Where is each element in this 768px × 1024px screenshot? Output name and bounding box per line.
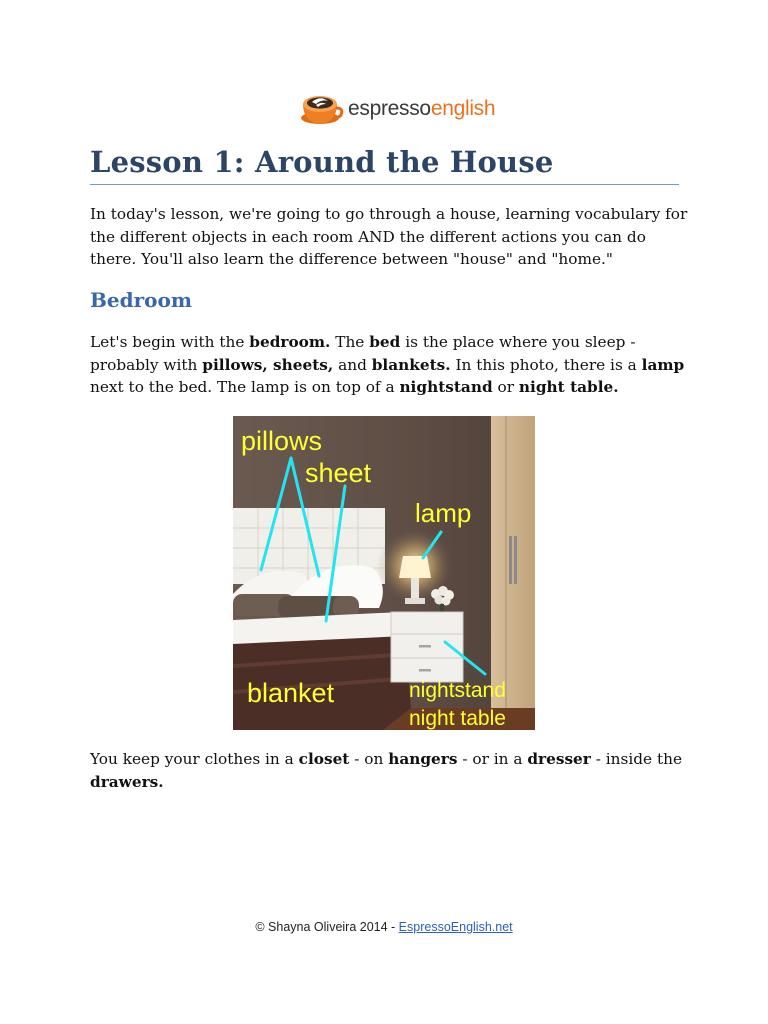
text-run: In today's lesson, we're going to go through a house, learning vocabulary for the different objects in each room AND the different actions you can do there. You'll also learn the difference between "house" and "home.": [90, 205, 688, 268]
page-footer: [0, 920, 768, 934]
title-divider: [90, 184, 679, 185]
bedroom-paragraph: [90, 331, 690, 399]
lamp-shade: [399, 556, 431, 578]
text-run: In this photo, there is a: [450, 355, 642, 374]
text-run: - on: [349, 750, 389, 768]
logo-wordmark: [348, 98, 495, 119]
bedroom-photo: [233, 416, 535, 730]
vocabulary-term: bed: [369, 333, 401, 351]
text-run: next to the bed. The lamp is on top of a: [90, 378, 400, 396]
espresso-english-logo: [298, 88, 496, 128]
label-sheet: sheet: [305, 458, 372, 488]
vocabulary-term: dresser: [527, 750, 591, 768]
label-blanket: blanket: [247, 678, 335, 708]
closet-paragraph: [90, 748, 690, 793]
logo-word-english: english: [430, 96, 496, 120]
text-run: Let's begin with the: [90, 333, 250, 351]
label-night-table: night table: [409, 707, 506, 730]
vocabulary-term: bedroom.: [249, 333, 331, 351]
text-run: is the place where you sleep - probably with: [90, 333, 636, 374]
section-heading-bedroom: Bedroom: [90, 288, 192, 312]
coffee-cup-icon: [298, 88, 344, 128]
vocabulary-term: closet: [298, 750, 350, 768]
intro-paragraph: [90, 203, 690, 271]
vocabulary-term: lamp: [641, 355, 685, 374]
label-nightstand: nightstand: [409, 679, 506, 702]
vocabulary-term: hangers: [388, 750, 458, 768]
text-run: - inside the: [590, 750, 682, 768]
lesson-title: Lesson 1: Around the House: [90, 145, 554, 179]
text-run: or: [492, 378, 519, 396]
vocabulary-term: blankets.: [371, 355, 451, 374]
label-lamp: lamp: [415, 498, 472, 528]
logo-word-espresso: espresso: [348, 96, 431, 120]
label-pillows: pillows: [241, 426, 323, 456]
text-run: - or in a: [457, 750, 528, 768]
vocabulary-term: drawers.: [90, 772, 164, 791]
vocabulary-term: night table.: [518, 378, 619, 396]
wardrobe-handle: [509, 536, 512, 584]
text-run: and: [333, 355, 372, 374]
vocabulary-term: nightstand: [399, 378, 493, 396]
text-run: The: [330, 333, 370, 351]
footer-link[interactable]: EspressoEnglish.net: [398, 920, 513, 934]
footer-copyright: © Shayna Oliveira 2014 -: [255, 920, 399, 934]
text-run: You keep your clothes in a: [90, 750, 299, 768]
vocabulary-term: pillows, sheets,: [202, 355, 334, 374]
